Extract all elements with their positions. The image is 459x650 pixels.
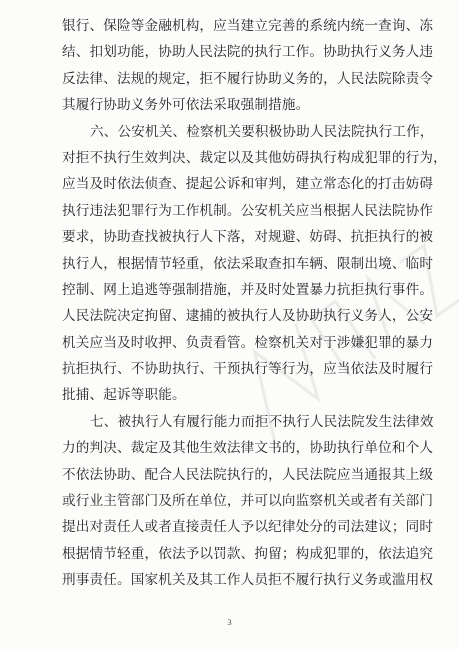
text-line: 提出对责任人或者直接责任人予以纪律处分的司法建议；同时	[62, 519, 434, 536]
text-line: 不依法协助、配合人民法院执行的，人民法院应当通报其上级	[62, 466, 434, 483]
page-number: 3	[227, 617, 232, 627]
text-line: 对拒不执行生效判决、裁定以及其他妨碍执行构成犯罪的行为，	[62, 149, 447, 166]
section-seven-heading-line: 七、被执行人有履行能力而拒不执行人民法院发生法律效	[90, 413, 434, 430]
document-body	[62, 13, 447, 594]
text-line: 控制、网上追逃等强制措施，并及时处置暴力抗拒执行事件。	[62, 281, 434, 298]
text-line: 机关应当及时收押、负责看管。检察机关对于涉嫌犯罪的暴力	[62, 334, 434, 351]
text-line: 人民法院决定拘留、逮捕的被执行人及协助执行义务人，公安	[62, 308, 434, 325]
text-line: 抗拒执行、不协助执行、干预执行等行为，应当依法及时履行	[62, 361, 434, 378]
text-line: 刑事责任。国家机关及其工作人员拒不履行执行义务或滥用权	[62, 572, 434, 589]
text-line: 批捕、起诉等职能。	[62, 387, 186, 404]
text-line: 要求，协助查找被执行人下落，对规避、妨碍、抗拒执行的被	[62, 229, 434, 246]
text-line: 结、扣划功能，协助人民法院的执行工作。协助执行义务人违	[62, 44, 434, 61]
text-line: 力的判决、裁定及其他生效法律文书的，协助执行单位和个人	[62, 440, 434, 457]
text-line: 银行、保险等金融机构，应当建立完善的系统内统一查询、冻	[62, 18, 434, 34]
section-six-heading-line: 六、公安机关、检察机关要积极协助人民法院执行工作，	[90, 123, 434, 140]
text-line: 应当及时依法侦查、提起公诉和审判，建立常态化的打击妨碍	[62, 176, 434, 193]
text-line: 反法律、法规的规定，拒不履行协助义务的，人民法院除责令	[62, 70, 434, 87]
text-line: 根据情节轻重，依法予以罚款、拘留；构成犯罪的，依法追究	[62, 545, 434, 562]
text-line: 执行违法犯罪行为工作机制。公安机关应当根据人民法院协作	[62, 202, 434, 219]
text-line: 执行人，根据情节轻重，依法采取查扣车辆、限制出境、临时	[62, 255, 434, 272]
text-line: 其履行协助义务外可依法采取强制措施。	[62, 97, 310, 114]
text-line: 或行业主管部门及所在单位，并可以向监察机关或者有关部门	[62, 493, 434, 510]
